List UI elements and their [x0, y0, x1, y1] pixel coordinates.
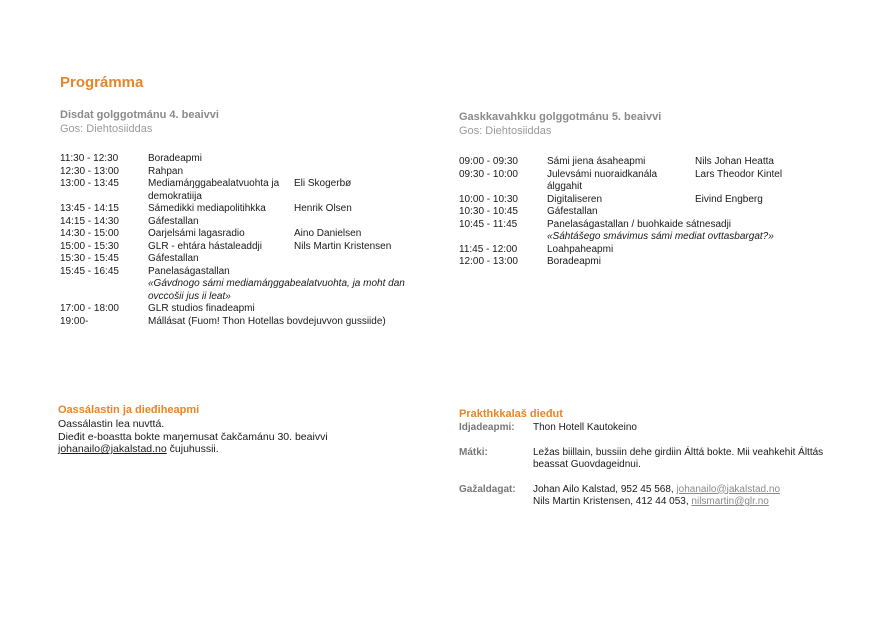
schedule-time: 12:30 - 13:00 [60, 165, 119, 177]
schedule-speaker: Henrik Olsen [294, 203, 352, 214]
contact-line-free: Oassálastin lea nuvttá. [58, 418, 165, 430]
day2-heading: Gaskkavahkku golggotmánu 5. beaivvi [459, 111, 662, 123]
travel-row [459, 447, 839, 472]
questions-contact-1 [533, 484, 839, 497]
schedule-row [60, 166, 430, 179]
schedule-row [60, 228, 430, 241]
schedule-event-title: Mállásat (Fuom! Thon Hotellas bovdejuvvon gussiide) [148, 315, 386, 327]
contact-2-text: Nils Martin Kristensen, 412 44 053, [533, 496, 692, 507]
schedule-event-title: Digitaliseren [547, 193, 603, 205]
schedule-time: 10:00 - 10:30 [459, 193, 518, 205]
schedule-row [60, 303, 430, 316]
schedule-event-title: Mediamáŋggabealatvuohta ja demokratiija [148, 178, 280, 202]
schedule-time: 13:45 - 14:15 [60, 203, 119, 214]
day2-header [459, 111, 661, 137]
venue-value: Thon Hotell Kautokeino [533, 422, 637, 433]
contact-1-email-link[interactable]: johanailo@jakalstad.no [676, 483, 781, 495]
schedule-event [547, 194, 689, 207]
schedule-event [148, 303, 430, 316]
schedule-time: 15:45 - 16:45 [60, 265, 119, 277]
schedule-event [148, 216, 430, 229]
schedule-event [547, 169, 689, 194]
day1-location: Gos: Diehtosiiddas [60, 123, 153, 135]
schedule-speaker: Nils Johan Heatta [695, 156, 774, 167]
contact-1-text: Johan Ailo Kalstad, 952 45 568, [533, 483, 677, 495]
schedule-event [148, 316, 430, 329]
questions-row [459, 484, 839, 509]
schedule-event-title: Boradeapmi [148, 153, 202, 164]
schedule-event-subtitle: «Gávdnogo sámi mediamáŋggabealatvuohta, ja moht dan ovccošii jus ii leat» [148, 278, 405, 302]
schedule-event [547, 206, 839, 219]
schedule-row [60, 203, 430, 216]
schedule-row [459, 219, 839, 244]
schedule-row [60, 253, 430, 266]
schedule-event-title: Rahpan [148, 165, 184, 177]
schedule-time: 14:30 - 15:00 [60, 228, 119, 239]
schedule-time: 19:00- [60, 315, 89, 327]
schedule-time: 09:30 - 10:00 [459, 168, 518, 180]
schedule-time: 10:45 - 11:45 [459, 218, 518, 230]
practical-info [459, 422, 839, 509]
contact-block [58, 418, 328, 456]
day1-header [60, 109, 219, 135]
schedule-time: 10:30 - 10:45 [459, 206, 518, 217]
schedule-event-title: Gáfestallan [547, 206, 598, 217]
practical-title: Prakthkkalaš dieđut [459, 408, 563, 420]
schedule-row [60, 316, 430, 329]
questions-label: Gažaldagat: [459, 483, 516, 495]
schedule-event-title: Oarjelsámi lagasradio [148, 228, 245, 239]
schedule-event-title: Panelaságastallan / buohkaide sátnesadji [547, 218, 732, 230]
schedule-row [60, 216, 430, 229]
day1-schedule [60, 153, 430, 328]
schedule-speaker: Aino Danielsen [294, 228, 362, 239]
schedule-row [60, 153, 430, 166]
travel-label: Mátki: [459, 446, 488, 458]
venue-label: Idjadeapmi: [459, 422, 515, 433]
schedule-event [547, 244, 839, 257]
schedule-event-title: GLR studios finadeapmi [148, 303, 255, 314]
schedule-event-title: Boradeapmi [547, 256, 601, 267]
schedule-speaker: Eivind Engberg [695, 193, 763, 205]
contact-title: Oassálastin ja dieđiheapmi [58, 404, 200, 416]
schedule-speaker: Eli Skogerbø [294, 178, 352, 189]
schedule-event-title: Sámedikki mediapolitihkka [148, 203, 266, 214]
schedule-event [148, 228, 288, 241]
schedule-event [148, 253, 430, 266]
schedule-speaker: Nils Martin Kristensen [294, 240, 392, 252]
page-title: Prográmma [60, 74, 144, 91]
schedule-event [547, 256, 839, 269]
schedule-event-title: Sámi jiena ásaheapmi [547, 156, 646, 167]
schedule-event [148, 178, 288, 203]
schedule-event [148, 266, 418, 304]
contact-email-suffix: čujuhussii. [166, 443, 219, 455]
schedule-event [148, 203, 288, 216]
schedule-event [148, 241, 288, 254]
schedule-row [459, 244, 839, 257]
contact-line-register: Dieđit e-boastta bokte maŋemusat čakčamánu 30. beaivvi [58, 430, 328, 443]
schedule-row [459, 206, 839, 219]
schedule-event-title: Julevsámi nuoraidkanála álggahit [547, 168, 658, 192]
schedule-time: 11:30 - 12:30 [60, 153, 119, 164]
contact-line-email [58, 443, 328, 456]
schedule-time: 15:00 - 15:30 [60, 240, 119, 252]
day2-location: Gos: Diehtosiiddas [459, 125, 552, 137]
schedule-row [459, 156, 839, 169]
schedule-row [60, 266, 430, 304]
schedule-time: 15:30 - 15:45 [60, 253, 119, 264]
schedule-time: 09:00 - 09:30 [459, 156, 518, 167]
schedule-speaker: Lars Theodor Kintel [695, 168, 783, 180]
schedule-event-title: GLR - ehtára hástaleaddji [148, 240, 262, 252]
schedule-row [60, 178, 430, 203]
schedule-event-title: Gáfestallan [148, 215, 199, 227]
contact-email-link[interactable]: johanailo@jakalstad.no [58, 443, 167, 455]
schedule-time: 11:45 - 12:00 [459, 243, 518, 255]
venue-row [459, 422, 839, 435]
schedule-row [60, 241, 430, 254]
schedule-event-title: Panelaságastallan [148, 265, 230, 277]
schedule-event [148, 166, 430, 179]
schedule-event [148, 153, 430, 166]
schedule-row [459, 256, 839, 269]
travel-value: Ležas biillain, bussiin dehe girdiin Álttá bokte. Mii veahkehit Álttás beassat Guovdageidnui. [533, 446, 824, 470]
schedule-event-subtitle: «Sáhtášego smávimus sámi mediat ovttasbargat?» [547, 231, 774, 242]
schedule-time: 13:00 - 13:45 [60, 178, 119, 189]
contact-2-email-link[interactable]: nilsmartin@glr.no [691, 496, 769, 507]
schedule-time: 14:15 - 14:30 [60, 215, 119, 227]
schedule-event-title: Loahpaheapmi [547, 243, 614, 255]
day1-heading: Disdat golggotmánu 4. beaivvi [60, 109, 219, 121]
schedule-time: 17:00 - 18:00 [60, 303, 119, 314]
questions-contact-2 [533, 496, 839, 509]
schedule-row [459, 169, 839, 194]
day2-schedule [459, 156, 839, 269]
schedule-event [547, 219, 817, 244]
schedule-event-title: Gáfestallan [148, 253, 199, 264]
schedule-row [459, 194, 839, 207]
schedule-event [547, 156, 689, 169]
schedule-time: 12:00 - 13:00 [459, 256, 518, 267]
